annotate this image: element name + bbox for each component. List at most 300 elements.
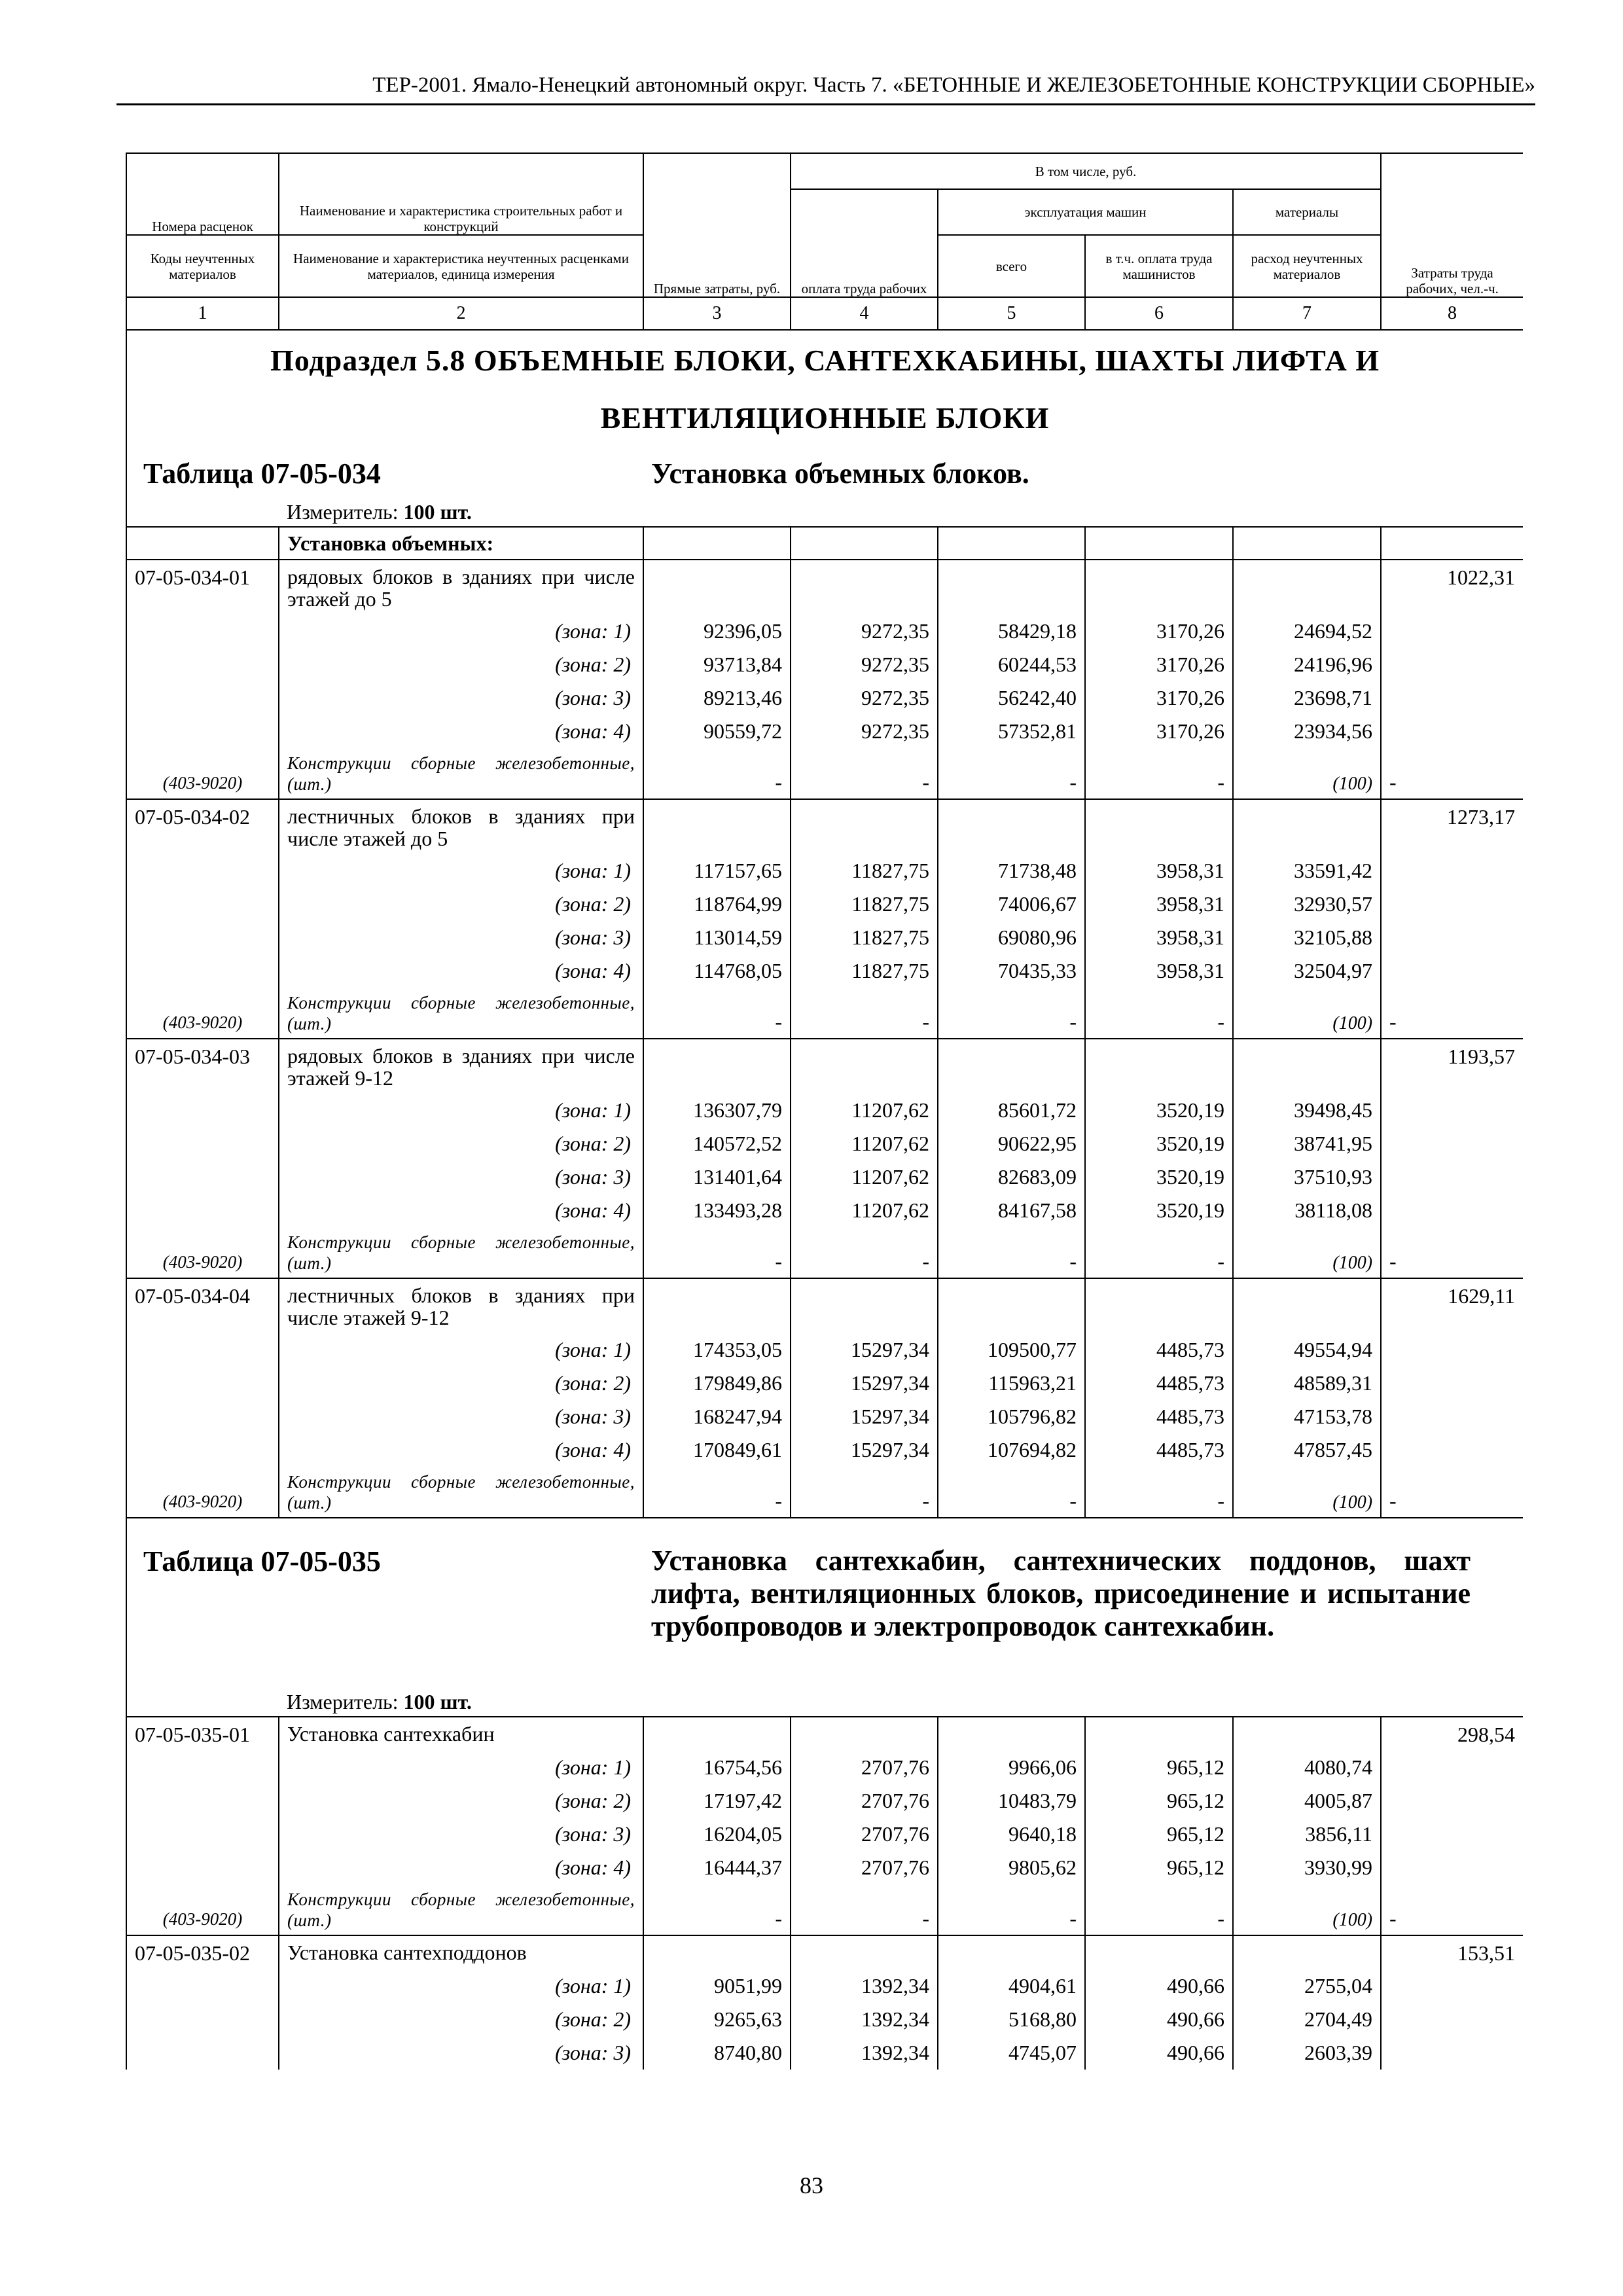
unit-value: 100 шт.: [403, 1690, 472, 1713]
col-header-mater: материалы: [1233, 189, 1381, 235]
direct-cost: 133493,28: [643, 1194, 791, 1227]
empty-cell: [643, 1935, 791, 1969]
col-header-kody: Коды неучтенных материалов: [126, 235, 279, 297]
section-title: [126, 330, 1523, 448]
zone-label: (зона: 2): [279, 1784, 643, 1818]
col-header-nomera: Номера расценок: [126, 153, 279, 235]
labor-pay: 2707,76: [791, 1818, 938, 1851]
col-number: 7: [1233, 297, 1381, 330]
unit-of-measure: [279, 498, 1523, 527]
empty-cell: [126, 2036, 279, 2070]
col-header-rashod: расход неучтенных материалов: [1233, 235, 1381, 297]
empty-cell: [126, 1333, 279, 1367]
direct-cost: 170849,61: [643, 1433, 791, 1467]
machinist-pay: 3170,26: [1085, 715, 1233, 748]
empty-cell: [643, 1278, 791, 1333]
empty-cell: [1233, 1039, 1381, 1094]
empty-cell: [1381, 2003, 1523, 2036]
direct-cost: 113014,59: [643, 921, 791, 954]
dash: -: [1381, 1467, 1523, 1518]
dash: -: [643, 988, 791, 1039]
machine-total: 10483,79: [938, 1784, 1085, 1818]
machine-total: 107694,82: [938, 1433, 1085, 1467]
material-name: Конструкции сборные железобетонные, (шт.): [279, 988, 643, 1039]
empty-cell: [1381, 1367, 1523, 1400]
dash: -: [1381, 1884, 1523, 1935]
rate-code: 07-05-034-01: [126, 560, 279, 615]
group-label: Установка объемных:: [279, 527, 643, 560]
material-name: Конструкции сборные железобетонные, (шт.): [279, 1884, 643, 1935]
table-description: Установка сантехкабин, сантехнических поддонов, шахт лифта, вентиляционных блоков, присоединение и испытание трубопроводов и электропроводок сантехкабин.: [643, 1518, 1523, 1688]
empty-cell: [938, 1935, 1085, 1969]
materials-cost: 2755,04: [1233, 1969, 1381, 2003]
material-qty: (100): [1233, 748, 1381, 799]
dash: -: [791, 1467, 938, 1518]
materials-cost: 47857,45: [1233, 1433, 1381, 1467]
dash: -: [791, 988, 938, 1039]
zone-row: [126, 681, 1523, 715]
empty-cell: [126, 888, 279, 921]
zone-row: [126, 888, 1523, 921]
price-table-frame: [126, 152, 1523, 2115]
machine-total: 82683,09: [938, 1160, 1085, 1194]
labor-pay: 11827,75: [791, 954, 938, 988]
empty-cell: [1381, 1333, 1523, 1367]
empty-cell: [1085, 799, 1233, 854]
empty-cell: [126, 1818, 279, 1851]
empty-cell: [1381, 2036, 1523, 2070]
materials-cost: 23698,71: [1233, 681, 1381, 715]
machinist-pay: 490,66: [1085, 2036, 1233, 2070]
machine-total: 71738,48: [938, 854, 1085, 888]
section-title-line2: ВЕНТИЛЯЦИОННЫЕ БЛОКИ: [600, 401, 1050, 435]
empty-cell: [126, 1160, 279, 1194]
empty-cell: [938, 560, 1085, 615]
zone-label: (зона: 2): [279, 2003, 643, 2036]
dash: -: [1381, 748, 1523, 799]
material-qty: (100): [1233, 988, 1381, 1039]
dash: -: [1381, 988, 1523, 1039]
empty-cell: [126, 1094, 279, 1127]
empty-cell: [1381, 681, 1523, 715]
machinist-pay: 3170,26: [1085, 615, 1233, 648]
zone-row: [126, 1333, 1523, 1367]
machine-total: 109500,77: [938, 1333, 1085, 1367]
empty-cell: [126, 1969, 279, 2003]
material-qty: (100): [1233, 1467, 1381, 1518]
unit-label: Измеритель:: [287, 500, 399, 524]
direct-cost: 16754,56: [643, 1751, 791, 1784]
materials-cost: 2704,49: [1233, 2003, 1381, 2036]
direct-cost: 16444,37: [643, 1851, 791, 1884]
zone-row: [126, 2036, 1523, 2070]
zone-row: [126, 921, 1523, 954]
empty-cell: [1233, 1717, 1381, 1751]
machine-total: 70435,33: [938, 954, 1085, 988]
labor-cost: 1629,11: [1381, 1278, 1523, 1333]
materials-cost: 32930,57: [1233, 888, 1381, 921]
zone-row: [126, 1433, 1523, 1467]
machinist-pay: 3520,19: [1085, 1127, 1233, 1160]
material-code: (403-9020): [126, 988, 279, 1039]
empty-cell: [126, 715, 279, 748]
empty-cell: [1381, 615, 1523, 648]
empty-cell: [643, 1039, 791, 1094]
labor-cost: 153,51: [1381, 1935, 1523, 1969]
machine-total: 9640,18: [938, 1818, 1085, 1851]
zone-row: [126, 1818, 1523, 1851]
machine-total: 4904,61: [938, 1969, 1085, 2003]
labor-pay: 1392,34: [791, 1969, 938, 2003]
empty-cell: [1085, 1717, 1233, 1751]
material-qty: (100): [1233, 1227, 1381, 1278]
zone-label: (зона: 3): [279, 921, 643, 954]
labor-pay: 11827,75: [791, 854, 938, 888]
labor-pay: 15297,34: [791, 1367, 938, 1400]
dash: -: [1085, 1884, 1233, 1935]
dash: -: [938, 988, 1085, 1039]
col-number: 6: [1085, 297, 1233, 330]
machine-total: 56242,40: [938, 681, 1085, 715]
dash: -: [791, 748, 938, 799]
col-number: 8: [1381, 297, 1523, 330]
empty-cell: [1381, 1160, 1523, 1194]
machinist-pay: 490,66: [1085, 2003, 1233, 2036]
material-row: [126, 1884, 1523, 1935]
machine-total: 9966,06: [938, 1751, 1085, 1784]
machine-total: 115963,21: [938, 1367, 1085, 1400]
zone-row: [126, 1094, 1523, 1127]
dash: -: [1085, 1227, 1233, 1278]
empty-cell: [1381, 1433, 1523, 1467]
page-number: 83: [800, 2172, 823, 2198]
labor-pay: 9272,35: [791, 715, 938, 748]
labor-pay: 11207,62: [791, 1127, 938, 1160]
materials-cost: 47153,78: [1233, 1400, 1381, 1433]
labor-pay: 9272,35: [791, 648, 938, 681]
empty-cell: [791, 560, 938, 615]
zone-label: (зона: 2): [279, 648, 643, 681]
labor-pay: 11827,75: [791, 921, 938, 954]
machinist-pay: 3520,19: [1085, 1094, 1233, 1127]
table-body: [126, 330, 1523, 2070]
empty-cell: [126, 854, 279, 888]
zone-row: [126, 1127, 1523, 1160]
empty-cell: [1233, 1935, 1381, 1969]
empty-cell: [126, 1367, 279, 1400]
zone-label: (зона: 2): [279, 888, 643, 921]
machinist-pay: 3958,31: [1085, 854, 1233, 888]
materials-cost: 38118,08: [1233, 1194, 1381, 1227]
col-header-vtch: в т.ч. оплата труда машинистов: [1085, 235, 1233, 297]
dash: -: [938, 1884, 1085, 1935]
material-name: Конструкции сборные железобетонные, (шт.): [279, 1467, 643, 1518]
zone-row: [126, 1367, 1523, 1400]
direct-cost: 179849,86: [643, 1367, 791, 1400]
labor-pay: 15297,34: [791, 1400, 938, 1433]
direct-cost: 168247,94: [643, 1400, 791, 1433]
materials-cost: 24694,52: [1233, 615, 1381, 648]
rate-code: 07-05-034-03: [126, 1039, 279, 1094]
zone-row: [126, 854, 1523, 888]
zone-label: (зона: 3): [279, 2036, 643, 2070]
labor-pay: 15297,34: [791, 1433, 938, 1467]
dash: -: [1085, 748, 1233, 799]
machine-total: 5168,80: [938, 2003, 1085, 2036]
col-number: 3: [643, 297, 791, 330]
material-row: [126, 988, 1523, 1039]
rate-description: рядовых блоков в зданиях при числе этажей 9-12: [279, 1039, 643, 1094]
machinist-pay: 965,12: [1085, 1818, 1233, 1851]
col-number: 1: [126, 297, 279, 330]
empty-cell: [1085, 560, 1233, 615]
zone-label: (зона: 1): [279, 1333, 643, 1367]
dash: -: [938, 1227, 1085, 1278]
direct-cost: 114768,05: [643, 954, 791, 988]
col-number: 2: [279, 297, 643, 330]
col-header-zatraty: Затраты труда рабочих, чел.-ч.: [1381, 153, 1523, 297]
machinist-pay: 4485,73: [1085, 1400, 1233, 1433]
dash: -: [1085, 1467, 1233, 1518]
materials-cost: 48589,31: [1233, 1367, 1381, 1400]
col-header-vsego: всего: [938, 235, 1085, 297]
table-title: Таблица 07-05-035: [126, 1518, 643, 1688]
rate-description: рядовых блоков в зданиях при числе этажей до 5: [279, 560, 643, 615]
empty-cell: [1381, 648, 1523, 681]
dash: -: [1085, 988, 1233, 1039]
materials-cost: 49554,94: [1233, 1333, 1381, 1367]
col-header-pryamye: Прямые затраты, руб.: [643, 153, 791, 297]
rate-row: [126, 1717, 1523, 1751]
col-header-vtom: В том числе, руб.: [791, 153, 1381, 189]
direct-cost: 9051,99: [643, 1969, 791, 2003]
empty-cell: [1381, 854, 1523, 888]
labor-pay: 9272,35: [791, 681, 938, 715]
zone-row: [126, 1194, 1523, 1227]
zone-row: [126, 954, 1523, 988]
dash: -: [1381, 1227, 1523, 1278]
direct-cost: 9265,63: [643, 2003, 791, 2036]
empty-cell: [791, 1039, 938, 1094]
empty-cell: [1233, 560, 1381, 615]
material-code: (403-9020): [126, 1227, 279, 1278]
dash: -: [938, 748, 1085, 799]
rate-code: 07-05-035-01: [126, 1717, 279, 1751]
zone-label: (зона: 1): [279, 854, 643, 888]
col-header-naim: Наименование и характеристика строительных работ и конструкций: [279, 153, 643, 235]
machinist-pay: 965,12: [1085, 1751, 1233, 1784]
empty-cell: [1381, 1127, 1523, 1160]
rate-row: [126, 1278, 1523, 1333]
empty-cell: [126, 1127, 279, 1160]
rate-row: [126, 1935, 1523, 1969]
machine-total: 84167,58: [938, 1194, 1085, 1227]
material-row: [126, 1227, 1523, 1278]
empty-cell: [938, 1278, 1085, 1333]
empty-cell: [126, 648, 279, 681]
machine-total: 57352,81: [938, 715, 1085, 748]
direct-cost: 92396,05: [643, 615, 791, 648]
zone-label: (зона: 1): [279, 1751, 643, 1784]
empty-cell: [1381, 1400, 1523, 1433]
material-code: (403-9020): [126, 1467, 279, 1518]
machinist-pay: 3958,31: [1085, 888, 1233, 921]
material-row: [126, 748, 1523, 799]
zone-label: (зона: 3): [279, 1818, 643, 1851]
zone-row: [126, 1784, 1523, 1818]
dash: -: [643, 748, 791, 799]
zone-label: (зона: 2): [279, 1127, 643, 1160]
materials-cost: 32105,88: [1233, 921, 1381, 954]
machinist-pay: 3170,26: [1085, 681, 1233, 715]
direct-cost: 118764,99: [643, 888, 791, 921]
material-code: (403-9020): [126, 748, 279, 799]
empty-cell: [126, 1194, 279, 1227]
empty-cell: [791, 1935, 938, 1969]
empty-cell: [1381, 1851, 1523, 1884]
rate-row: [126, 560, 1523, 615]
materials-cost: 39498,45: [1233, 1094, 1381, 1127]
table-title: Таблица 07-05-034: [126, 448, 643, 498]
direct-cost: 117157,65: [643, 854, 791, 888]
table-description: Установка объемных блоков.: [643, 448, 1523, 498]
empty-cell: [1381, 1094, 1523, 1127]
section-title-line1: Подраздел 5.8 ОБЪЕМНЫЕ БЛОКИ, САНТЕХКАБИНЫ, ШАХТЫ ЛИФТА И: [270, 344, 1380, 377]
col-header-eksp: эксплуатация машин: [938, 189, 1233, 235]
material-name: Конструкции сборные железобетонные, (шт.): [279, 748, 643, 799]
empty-cell: [126, 954, 279, 988]
zone-row: [126, 1851, 1523, 1884]
materials-cost: 4005,87: [1233, 1784, 1381, 1818]
zone-row: [126, 1160, 1523, 1194]
empty-cell: [126, 1784, 279, 1818]
unit-value: 100 шт.: [403, 500, 472, 524]
machine-total: 85601,72: [938, 1094, 1085, 1127]
direct-cost: 136307,79: [643, 1094, 791, 1127]
labor-pay: 11207,62: [791, 1094, 938, 1127]
zone-label: (зона: 4): [279, 954, 643, 988]
dash: -: [938, 1467, 1085, 1518]
direct-cost: 17197,42: [643, 1784, 791, 1818]
machinist-pay: 4485,73: [1085, 1367, 1233, 1400]
rate-code: 07-05-034-04: [126, 1278, 279, 1333]
direct-cost: 8740,80: [643, 2036, 791, 2070]
empty-cell: [1233, 799, 1381, 854]
col-number: 5: [938, 297, 1085, 330]
machine-total: 69080,96: [938, 921, 1085, 954]
dash: -: [643, 1467, 791, 1518]
empty-cell: [1085, 1935, 1233, 1969]
table-header: [126, 153, 1523, 330]
empty-cell: [126, 2003, 279, 2036]
empty-cell: [643, 560, 791, 615]
materials-cost: 33591,42: [1233, 854, 1381, 888]
labor-cost: 1193,57: [1381, 1039, 1523, 1094]
labor-pay: 1392,34: [791, 2036, 938, 2070]
empty-cell: [1381, 715, 1523, 748]
empty-cell: [1381, 954, 1523, 988]
empty-cell: [938, 799, 1085, 854]
labor-pay: 1392,34: [791, 2003, 938, 2036]
labor-cost: 298,54: [1381, 1717, 1523, 1751]
machinist-pay: 965,12: [1085, 1784, 1233, 1818]
materials-cost: 23934,56: [1233, 715, 1381, 748]
dash: -: [643, 1884, 791, 1935]
zone-label: (зона: 4): [279, 1851, 643, 1884]
empty-cell: [1381, 1194, 1523, 1227]
zone-row: [126, 615, 1523, 648]
empty-cell: [126, 1433, 279, 1467]
dash: -: [791, 1227, 938, 1278]
machinist-pay: 3170,26: [1085, 648, 1233, 681]
materials-cost: 38741,95: [1233, 1127, 1381, 1160]
zone-label: (зона: 3): [279, 1400, 643, 1433]
zone-label: (зона: 3): [279, 1160, 643, 1194]
empty-cell: [791, 1278, 938, 1333]
empty-cell: [126, 615, 279, 648]
empty-cell: [1085, 1039, 1233, 1094]
empty-cell: [126, 681, 279, 715]
materials-cost: 32504,97: [1233, 954, 1381, 988]
labor-pay: 2707,76: [791, 1851, 938, 1884]
machinist-pay: 965,12: [1085, 1851, 1233, 1884]
zone-label: (зона: 4): [279, 715, 643, 748]
direct-cost: 90559,72: [643, 715, 791, 748]
direct-cost: 93713,84: [643, 648, 791, 681]
col-header-naim2: Наименование и характеристика неучтенных расценками материалов, единица измерения: [279, 235, 643, 297]
labor-pay: 15297,34: [791, 1333, 938, 1367]
empty-cell: [1381, 921, 1523, 954]
direct-cost: 89213,46: [643, 681, 791, 715]
labor-pay: 2707,76: [791, 1751, 938, 1784]
materials-cost: 37510,93: [1233, 1160, 1381, 1194]
labor-pay: 11207,62: [791, 1160, 938, 1194]
empty-cell: [126, 1851, 279, 1884]
direct-cost: 140572,52: [643, 1127, 791, 1160]
machinist-pay: 490,66: [1085, 1969, 1233, 2003]
zone-row: [126, 648, 1523, 681]
rate-description: Установка сантехкабин: [279, 1717, 643, 1751]
empty-cell: [1381, 1784, 1523, 1818]
empty-cell: [126, 1688, 279, 1717]
materials-cost: 3930,99: [1233, 1851, 1381, 1884]
labor-pay: 9272,35: [791, 615, 938, 648]
machine-total: 105796,82: [938, 1400, 1085, 1433]
empty-cell: [1381, 1969, 1523, 2003]
rate-description: лестничных блоков в зданиях при числе этажей 9-12: [279, 1278, 643, 1333]
running-header: ТЕР-2001. Ямало-Ненецкий автономный округ. Часть 7. «БЕТОННЫЕ И ЖЕЛЕЗОБЕТОННЫЕ КОНСТРУКЦИИ СБОРНЫЕ»: [116, 72, 1535, 105]
zone-label: (зона: 3): [279, 681, 643, 715]
empty-cell: [1381, 888, 1523, 921]
dash: -: [791, 1884, 938, 1935]
machinist-pay: 4485,73: [1085, 1433, 1233, 1467]
zone-label: (зона: 1): [279, 1969, 643, 2003]
rate-code: 07-05-035-02: [126, 1935, 279, 1969]
labor-cost: 1022,31: [1381, 560, 1523, 615]
rate-description: лестничных блоков в зданиях при числе этажей до 5: [279, 799, 643, 854]
empty-cell: [126, 1751, 279, 1784]
empty-cell: [1233, 1278, 1381, 1333]
material-code: (403-9020): [126, 1884, 279, 1935]
machinist-pay: 3958,31: [1085, 921, 1233, 954]
empty-cell: [1381, 1818, 1523, 1851]
labor-pay: 11207,62: [791, 1194, 938, 1227]
zone-row: [126, 2003, 1523, 2036]
rate-row: [126, 1039, 1523, 1094]
materials-cost: 2603,39: [1233, 2036, 1381, 2070]
machine-total: 9805,62: [938, 1851, 1085, 1884]
material-row: [126, 1467, 1523, 1518]
